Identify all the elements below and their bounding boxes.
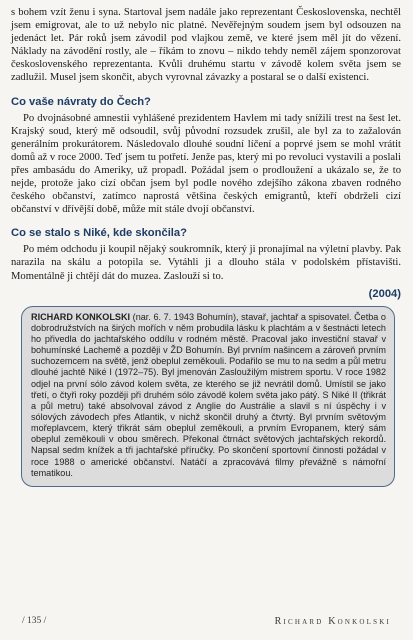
biography-text [31, 312, 386, 479]
article-year: (2004) [368, 287, 401, 300]
interview-question: Co vaše návraty do Čech? [11, 95, 151, 108]
running-head: Richard Konkolski [274, 616, 391, 627]
page-number: / 135 / [22, 616, 47, 626]
biography-box [21, 306, 395, 487]
article-paragraph: Po dvojnásobné amnestii vyhlášené prezidentem Havlem mi tady snížili trest na šest let. Krajský soud, který mě odsoudil, svůj původní rozsudek zrušil, ale byl za to zažalován generálním prokurátorem. Následovalo dlouhé soudní líčení a poprvé jsem se mohl vrátit domů až v roce 2000. Teď jsem tu potřetí. Jenže pas, který mi po revoluci vystavili a poslali přes ambasádu do Ameriky, už propadl. Požádal jsem o prodloužení a ukázalo se, že to nejde, protože jako cizí občan jsem byl podle nového zdejšího zákona zbaven rodného českého občanství, zatímco naprostá většina českých emigrantů, kteří obdrželi cizí občanství v dřívější době, může mít stále dvojí občanství. [11, 112, 401, 216]
article-body [11, 6, 401, 300]
page-footer [22, 616, 391, 630]
interview-question: Co se stalo s Niké, kde skončila? [11, 227, 187, 240]
biography-body: (nar. 6. 7. 1943 Bohumín), stavař, jachtař a spisovatel. Četba o dobrodružstvích na širých mořích v něm probudila lásku k plachtám a v šestnácti letech ho přivedla do jachtařského oddílu v rodném městě. Pracoval jako investiční stavař v bohumínské Lachemě a později v ŽD Bohumín. Byl prvním našincem a zároveň prvním suchozemcem na světě, jenž obeplul zeměkouli. Podařilo se mu to na sedm a půl metru dlouhé jachtě Niké I (1972–75). Byl jmenován Zasloužilým mistrem sportu. V roce 1982 odjel na první sólo závod kolem světa, ze kterého se již nevrátil domů. Umístil se jako třetí, o čtyři roky později při druhém sólo závodě kolem světa jako pátý. S Niké II (třikrát a půl metru) také absolvoval závod z Anglie do Austrálie a slavil s ní úspěchy i v sólových závodech přes Atlantik, v nichž skončil druhý a čtvrtý. Byl prvním světovým mořeplavcem, který třikrát sám obeplul zeměkouli, a prvním Evropanem, který sám obeplul zeměkouli v obou směrech. Překonal čtrnáct světových jachtařských rekordů. Napsal sedm knížek a tři jachtařské příručky. Po skončení sportovní činnosti požádal v roce 1988 o americké občanství. Natáčí a zpracovává filmy převážně s námořní tematikou. [31, 311, 386, 478]
article-paragraph: s bohem vzít ženu i syna. Startoval jsem nadále jako reprezentant Československa, nechtěl jsem emigrovat, ale to už nebylo nic platné. Nevěřejným soudem jsem byl odsouzen na jedenáct let. Pár roků jsem závodil pod vlajkou země, ve které jsem měl jít do vězení. Náklady na závodění rostly, ale – říkám to znovu – nikdo tehdy neměl zájem sponzorovat československého reprezentanta. Kvůli druhému startu v závodě kolem světa jsem se zadlužil. Musel jsem skončit, abych vyrovnal závazky a postaral se o další existenci. [11, 7, 401, 84]
biography-name: RICHARD KONKOLSKI [31, 311, 131, 322]
article-paragraph: Po mém odchodu ji koupil nějaký soukromník, který ji pronajímal na výletní plavby. Pak narazila na skálu a potopila se. Vytáhli ji a dlouho stála v podolském přístavišti. Momentálně ji chtějí dát do muzea. Zaslouží si to. [11, 244, 401, 282]
